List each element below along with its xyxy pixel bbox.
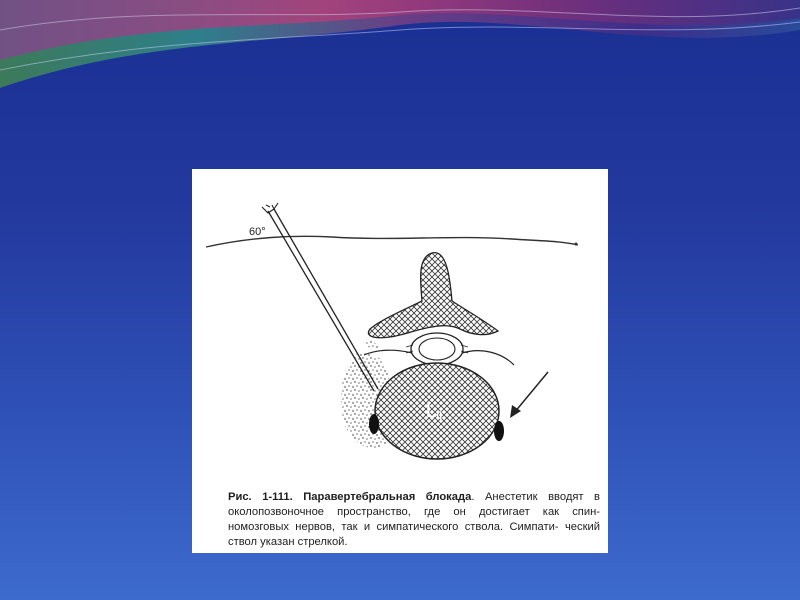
caption-title: Паравертебральная блокада bbox=[303, 491, 472, 503]
sympathetic-trunk-left bbox=[369, 414, 379, 434]
figure-panel bbox=[192, 169, 608, 553]
paravertebral-block-diagram bbox=[192, 169, 608, 469]
transverse-process-right bbox=[462, 351, 514, 365]
vertebra-label: LII bbox=[426, 401, 443, 422]
angle-label: 60° bbox=[249, 226, 266, 238]
decorative-wave-banner bbox=[0, 0, 800, 100]
caption-text: . Анестетик вводят в околопозвоночное пространство, где он достигает как спин- номозговых нервов, так и симпатического ствола. Симпати- ческий ствол указан стрелкой. bbox=[228, 491, 601, 548]
transverse-process-left bbox=[364, 350, 412, 355]
spinous-process bbox=[368, 253, 498, 338]
arrow-indicator bbox=[510, 372, 548, 418]
caption-number: Рис. 1-111. bbox=[228, 491, 293, 503]
sympathetic-trunk-right bbox=[494, 421, 504, 441]
spinal-cord bbox=[419, 338, 455, 360]
figure-caption bbox=[228, 490, 600, 550]
